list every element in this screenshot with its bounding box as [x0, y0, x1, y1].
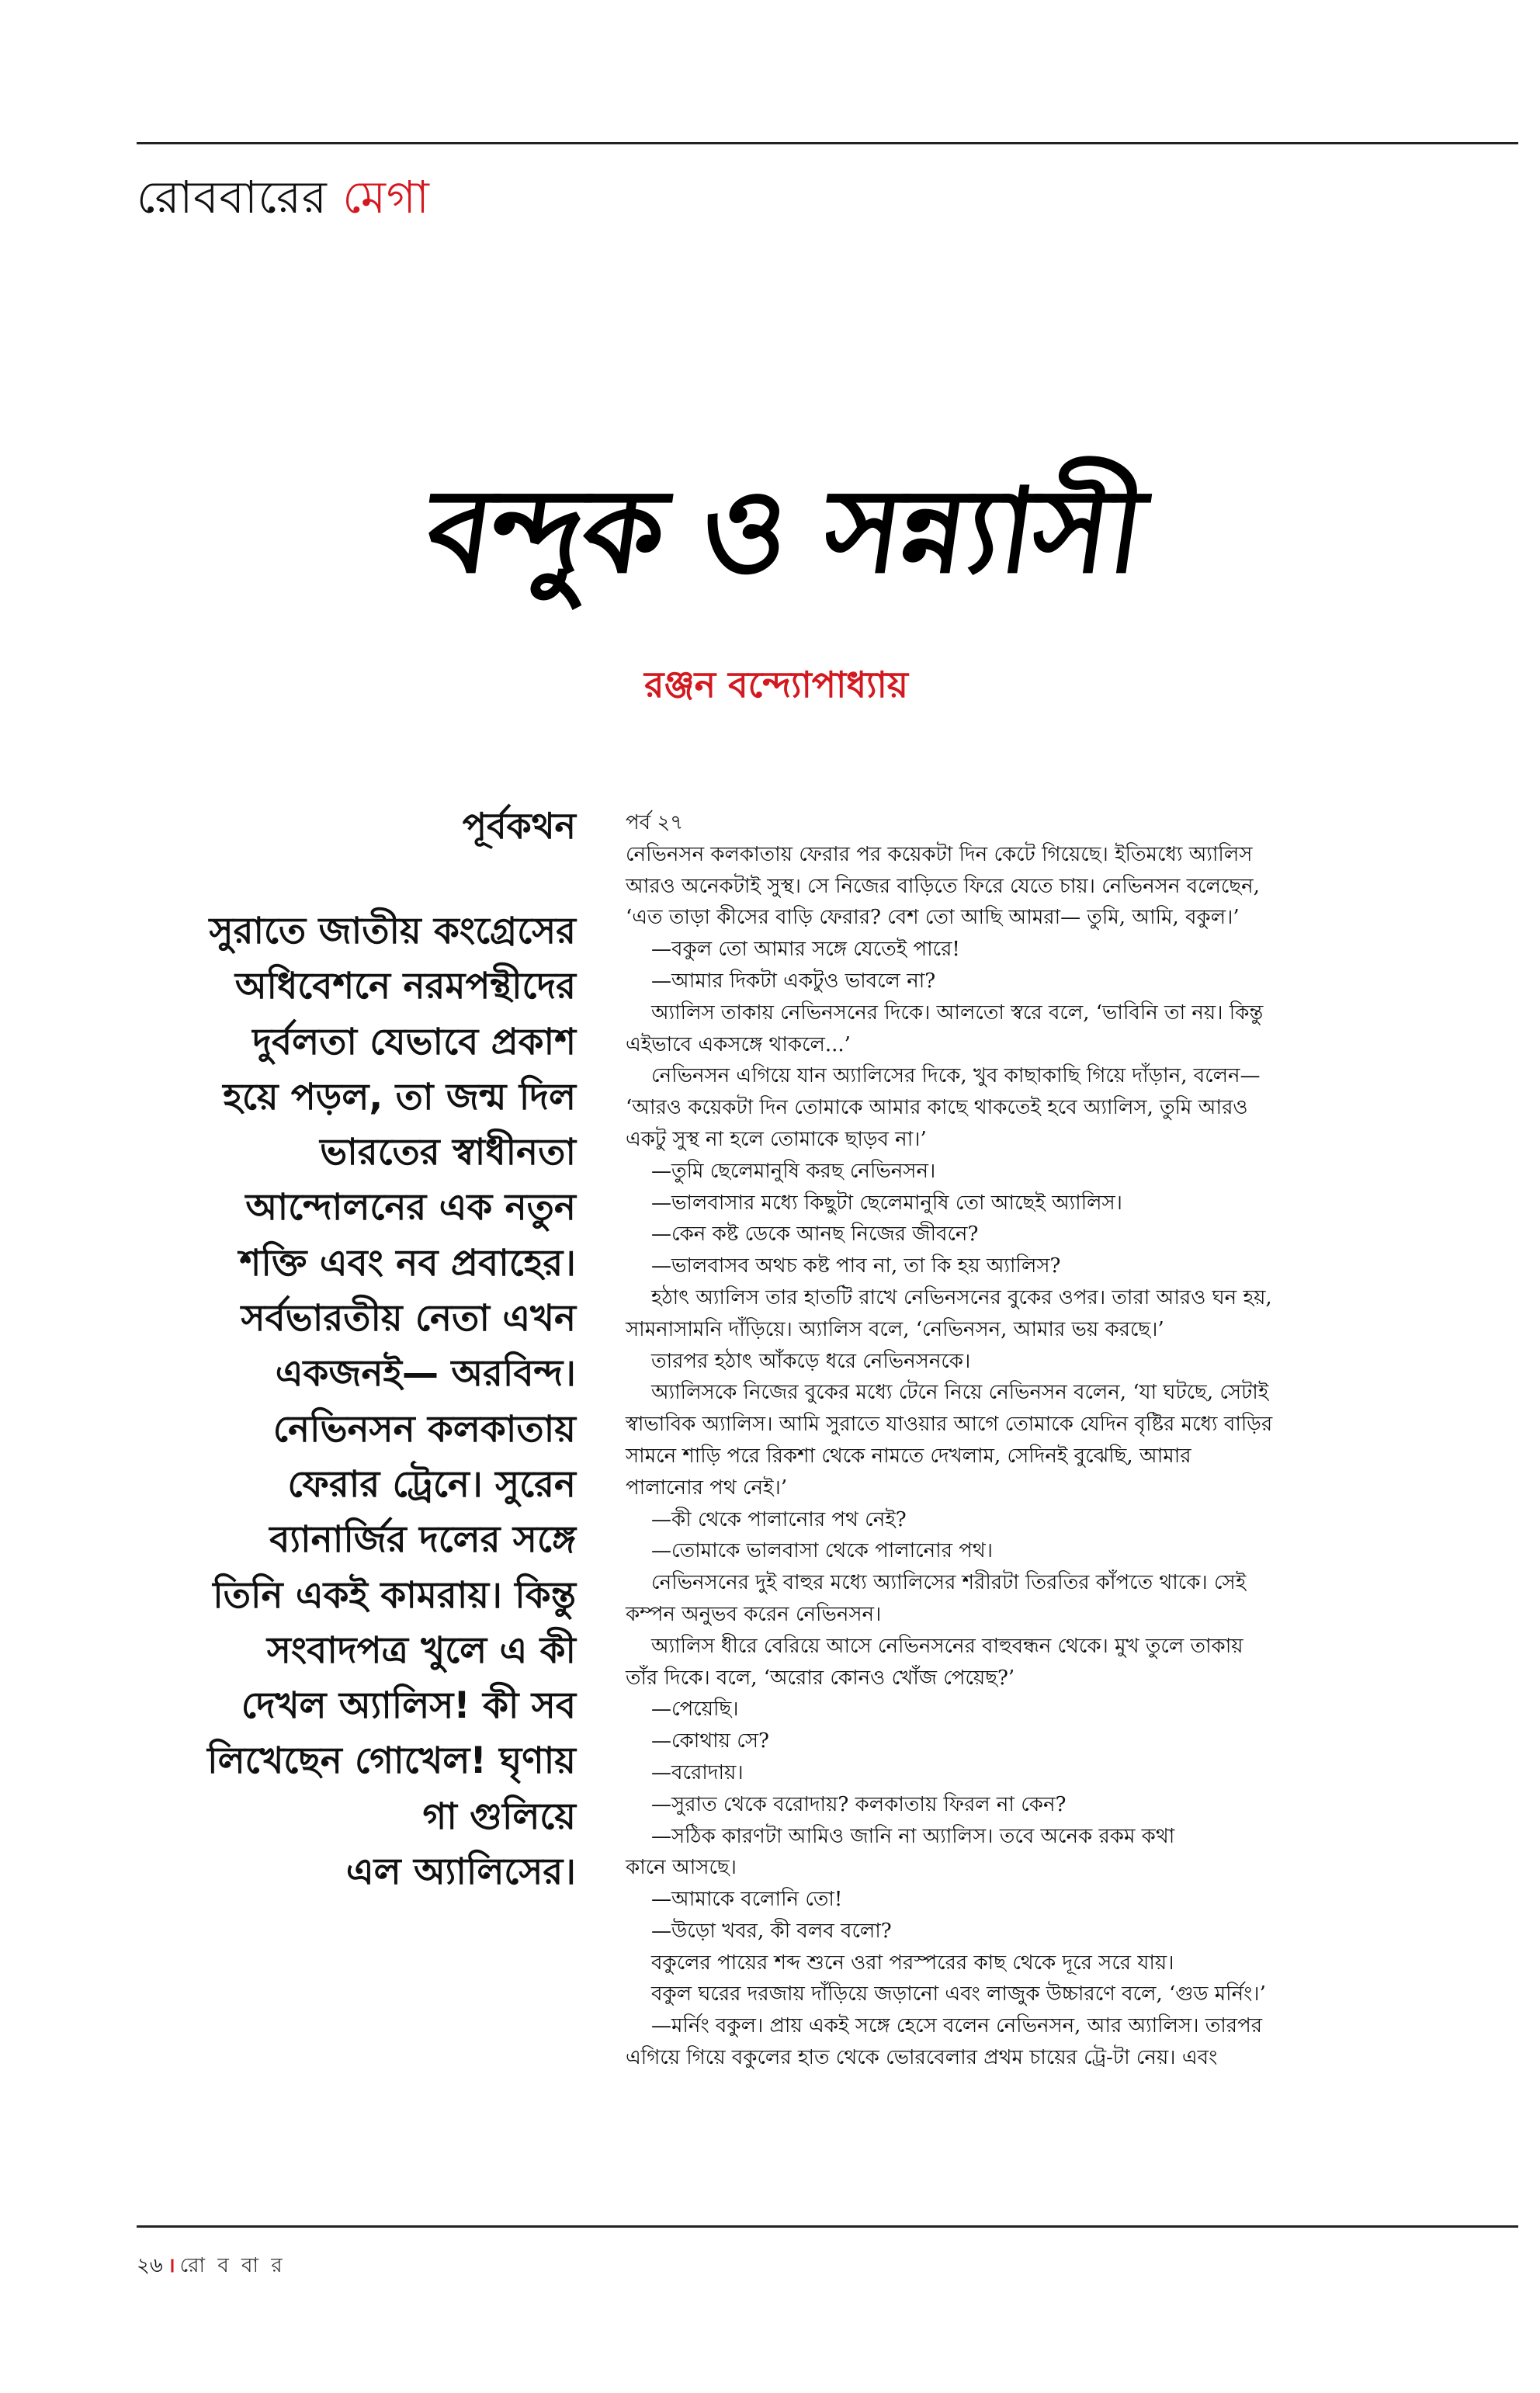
story-title: বন্দুক ও সন্ন্যাসী — [418, 463, 1152, 599]
body-line: কানে আসছে। — [626, 1856, 737, 1880]
body-line: এগিয়ে গিয়ে বকুলের হাত থেকে ভোরবেলার প্রথম চায়ের ট্রে-টা নেয়। এবং — [626, 2046, 1218, 2070]
body-line: —উড়ো খবর, কী বলব বলো? — [626, 1919, 892, 1943]
story-body — [626, 807, 1518, 2074]
body-line: —বরোদায়। — [626, 1760, 744, 1784]
summary-line: নেভিনসন কলকাতায় — [272, 1407, 576, 1451]
summary-line: দেখল অ্যালিস! কী সব — [241, 1684, 576, 1728]
body-line: —তুমি ছেলেমানুষি করছ নেভিনসন। — [626, 1159, 936, 1183]
summary-line: একজনই— অরবিন্দ। — [275, 1352, 576, 1396]
summary-line: ভারতের স্বাধীনতা — [320, 1131, 576, 1174]
body-line: —ভালবাসার মধ্যে কিছুটা ছেলেমানুষি তো আছেই অ্যালিস। — [626, 1191, 1122, 1215]
bottom-rule — [137, 2225, 1518, 2228]
section-prefix: রোববারের — [137, 171, 328, 224]
body-line: —তোমাকে ভালবাসা থেকে পালানোর পথ। — [626, 1539, 994, 1563]
body-line: —বকুল তো আমার সঙ্গে যেতেই পারে! — [626, 938, 960, 962]
body-line: —আমাকে বলোনি তো! — [626, 1888, 843, 1912]
body-line: —সঠিক কারণটা আমিও জানি না অ্যালিস। তবে অনেক রকম কথা — [626, 1824, 1175, 1848]
body-line: —কোথায় সে? — [626, 1729, 769, 1753]
magazine-name: রো ব বা র — [179, 2254, 286, 2277]
body-line: ‘আরও কয়েকটা দিন তোমাকে আমার কাছে থাকতেই হবে অ্যালিস, তুমি আরও — [626, 1096, 1248, 1120]
body-line: অ্যালিস তাকায় নেভিনসনের দিকে। আলতো স্বরে বলে, ‘ভাবিনি তা নয়। কিন্তু — [626, 1001, 1264, 1025]
page-number: ২৬ — [137, 2254, 163, 2277]
body-line: হঠাৎ অ্যালিস তার হাতটি রাখে নেভিনসনের বুকের ওপর। তারা আরও ঘন হয়, — [626, 1285, 1272, 1309]
summary-panel — [137, 799, 576, 1899]
summary-heading: পূর্বকথন — [462, 805, 576, 847]
summary-line: আন্দোলনের এক নতুন — [245, 1186, 576, 1229]
summary-line: লিখেছেন গোখেল! ঘৃণায় — [207, 1739, 576, 1783]
summary-line: অধিবেশনে নরমপন্থীদের — [234, 965, 576, 1008]
body-line: নেভিনসন এগিয়ে যান অ্যালিসের দিকে, খুব কাছাকাছি গিয়ে দাঁড়ান, বলেন— — [626, 1064, 1261, 1088]
body-line: আরও অনেকটাই সুস্থ। সে নিজের বাড়িতে ফিরে যেতে চায়। নেভিনসন বলেছেন, — [626, 874, 1260, 898]
summary-line: দুর্বলতা যেভাবে প্রকাশ — [252, 1020, 576, 1063]
section-label — [137, 163, 430, 238]
body-line: এইভাবে একসঙ্গে থাকলে...’ — [626, 1032, 851, 1056]
body-line: পালানোর পথ নেই।’ — [626, 1476, 788, 1500]
body-line: —মর্নিং বকুল। প্রায় একই সঙ্গে হেসে বলেন নেভিনসন, আর অ্যালিস। তারপর — [626, 2014, 1263, 2038]
body-line: —সুরাত থেকে বরোদায়? কলকাতায় ফিরল না কেন? — [626, 1792, 1067, 1816]
body-line: তাঁর দিকে। বলে, ‘অরোর কোনও খোঁজ পেয়েছ?’ — [626, 1666, 1015, 1690]
body-line: স্বাভাবিক অ্যালিস। আমি সুরাতে যাওয়ার আগে তোমাকে যেদিন বৃষ্টির মধ্যে বাড়ির — [626, 1413, 1273, 1437]
body-line: —পেয়েছি। — [626, 1698, 739, 1722]
author-name: রঞ্জন বন্দ্যোপাধ্যায় — [644, 664, 908, 706]
body-line: একটু সুস্থ না হলে তোমাকে ছাড়ব না।’ — [626, 1127, 927, 1151]
summary-line: তিনি একই কামরায়। কিন্তু — [213, 1573, 576, 1617]
body-line: —ভালবাসব অথচ কষ্ট পাব না, তা কি হয় অ্যালিস? — [626, 1254, 1061, 1278]
summary-text — [137, 903, 576, 1899]
body-line: —কেন কষ্ট ডেকে আনছ নিজের জীবনে? — [626, 1223, 979, 1247]
body-line: সামনাসামনি দাঁড়িয়ে। অ্যালিস বলে, ‘নেভিনসন, আমার ভয় করছে।’ — [626, 1317, 1164, 1341]
body-line: —কী থেকে পালানোর পথ নেই? — [626, 1507, 907, 1531]
page-footer — [137, 2249, 286, 2284]
summary-line: শক্তি এবং নব প্রবাহের। — [239, 1241, 576, 1285]
body-line: নেভিনসন কলকাতায় ফেরার পর কয়েকটা দিন কেটে গিয়েছে। ইতিমধ্যে অ্যালিস — [626, 842, 1253, 866]
body-line: তারপর হঠাৎ আঁকড়ে ধরে নেভিনসনকে। — [626, 1349, 971, 1373]
summary-line: সংবাদপত্র খুলে এ কী — [266, 1628, 576, 1672]
body-line: কম্পন অনুভব করেন নেভিনসন। — [626, 1602, 882, 1626]
summary-line: এল অ্যালিসের। — [345, 1850, 576, 1894]
summary-line: ফেরার ট্রেনে। সুরেন — [287, 1462, 576, 1506]
body-line: নেভিনসনের দুই বাহুর মধ্যে অ্যালিসের শরীরটা তিরতির কাঁপতে থাকে। সেই — [626, 1571, 1247, 1595]
summary-line: ব্যানার্জির দলের সঙ্গে — [269, 1518, 576, 1562]
footer-separator: । — [167, 2254, 175, 2277]
summary-line: হয়ে পড়ল, তা জন্ম দিল — [223, 1075, 576, 1118]
body-line: —আমার দিকটা একটুও ভাবলে না? — [626, 969, 936, 993]
body-line: বকুলের পায়ের শব্দ শুনে ওরা পরস্পরের কাছ থেকে দূরে সরে যায়। — [626, 1951, 1174, 1975]
section-highlight: মেগা — [342, 171, 430, 224]
summary-line: সুরাতে জাতীয় কংগ্রেসের — [209, 910, 576, 952]
body-line: অ্যালিসকে নিজের বুকের মধ্যে টেনে নিয়ে নেভিনসন বলেন, ‘যা ঘটছে, সেটাই — [626, 1381, 1269, 1405]
body-line: অ্যালিস ধীরে বেরিয়ে আসে নেভিনসনের বাহুবন্ধন থেকে। মুখ তুলে তাকায় — [626, 1634, 1243, 1658]
top-rule — [137, 142, 1518, 144]
body-line: ‘এত তাড়া কীসের বাড়ি ফেরার? বেশ তো আছি আমরা— তুমি, আমি, বকুল।’ — [626, 906, 1240, 930]
summary-line: গা গুলিয়ে — [422, 1795, 576, 1838]
body-line: বকুল ঘরের দরজায় দাঁড়িয়ে জড়ানো এবং লাজুক উচ্চারণে বলে, ‘গুড মর্নিং।’ — [626, 1982, 1266, 2006]
body-line: সামনে শাড়ি পরে রিকশা থেকে নামতে দেখলাম, সেদিনই বুঝেছি, আমার — [626, 1444, 1191, 1468]
summary-line: সর্বভারতীয় নেতা এখন — [241, 1297, 576, 1340]
episode-label: পর্ব ২৭ — [626, 811, 684, 834]
